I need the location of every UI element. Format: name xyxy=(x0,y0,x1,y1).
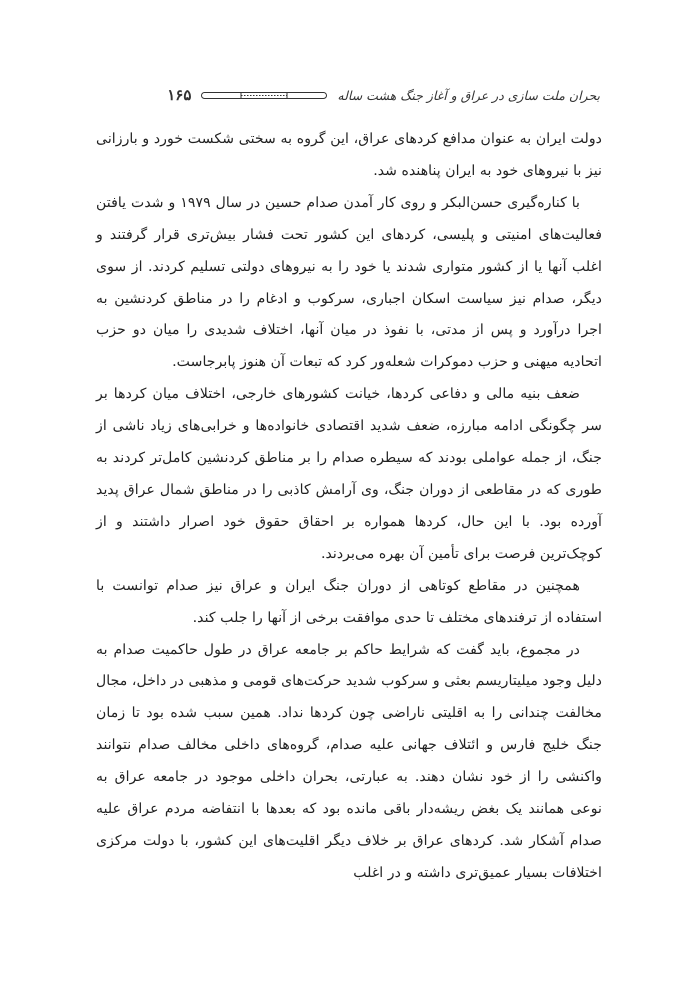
ornament-rule-icon xyxy=(201,91,327,100)
paragraph-4: همچنین در مقاطع کوتاهی از دوران جنگ ایران و عراق نیز صدام توانست با استفاده از ترفندهای مختلف تا حدی موافقت برخی از آنها را جلب کند. xyxy=(96,577,602,626)
paragraph-1: دولت ایران به عنوان مدافع کردهای عراق، این گروه به سختی شکست خورد و بارزانی نیز با نیروهای خود به ایران پناهنده شد. xyxy=(96,131,602,179)
page-number: ۱۶۵ xyxy=(167,86,192,104)
header-ornament-icon xyxy=(201,91,327,100)
paragraph-3: ضعف بنیه مالی و دفاعی کردها، خیانت کشورهای خارجی، اختلاف میان کردها بر سر چگونگی ادامه مبارزه، ضعف شدید اقتصادی خانواده‌ها و خرابی‌های زیاد ناشی از جنگ، از جمله عواملی بودند که سیطره صدام را بر مناطق کردنشین کامل‌تر کردند به طوری که در مقاطعی از دوران جنگ، وی آرامش کاذبی را در مناطق شمال عراق پدید آورده بود. با این حال، کردها همواره بر احقاق حقوق خود اصرار داشتند و از کوچک‌ترین فرصت برای تأمین آن بهره می‌بردند. xyxy=(96,386,602,562)
paragraph-5: در مجموع، باید گفت که شرایط حاکم بر جامعه عراق در طول حاکمیت صدام به دلیل وجود میلیتاریسم بعثی و سرکوب شدید حرکت‌های قومی و مذهبی در داخل، مجال مخالفت چندانی را به اقلیتی ناراضی چون کردها نداد. همین سبب شده بود تا زمان جنگ خلیج فارس و ائتلاف جهانی علیه صدام، گروه‌های داخلی مخالف صدام نتوانند واکنشی را از خود نشان دهند. به عبارتی، بحران داخلی موجود در جامعه عراق به نوعی همانند یک بغض ریشه‌دار باقی مانده بود که بعدها با انتفاضه مردم عراق علیه صدام آشکار شد. کردهای عراق بر خلاف دیگر اقلیت‌های این کشور، با دولت مرکزی اختلافات بسیار عمیق‌تری داشته و در اغلب xyxy=(96,641,602,881)
running-title: بحران ملت سازی در عراق و آغاز جنگ هشت ساله xyxy=(337,87,600,103)
page-header xyxy=(98,82,600,108)
body-text xyxy=(96,124,602,890)
paragraph-2: با کناره‌گیری حسن‌البکر و روی کار آمدن صدام حسین در سال ۱۹۷۹ و شدت یافتن فعالیت‌های امنیتی و پلیسی، کردهای این کشور تحت فشار بیش‌تری قرار گرفتند و اغلب آنها یا از کشور متواری شدند یا خود را به نیروهای دولتی تسلیم کردند. از سوی دیگر، صدام نیز سیاست اسکان اجباری، سرکوب و ادغام را در مناطق کردنشین به اجرا درآورد و پس از مدتی، با نفوذ در میان آنها، اختلاف شدیدی را میان دو حزب اتحادیه میهنی و حزب دموکرات شعله‌ور کرد که تبعات آن هنوز پابرجاست. xyxy=(96,194,602,371)
